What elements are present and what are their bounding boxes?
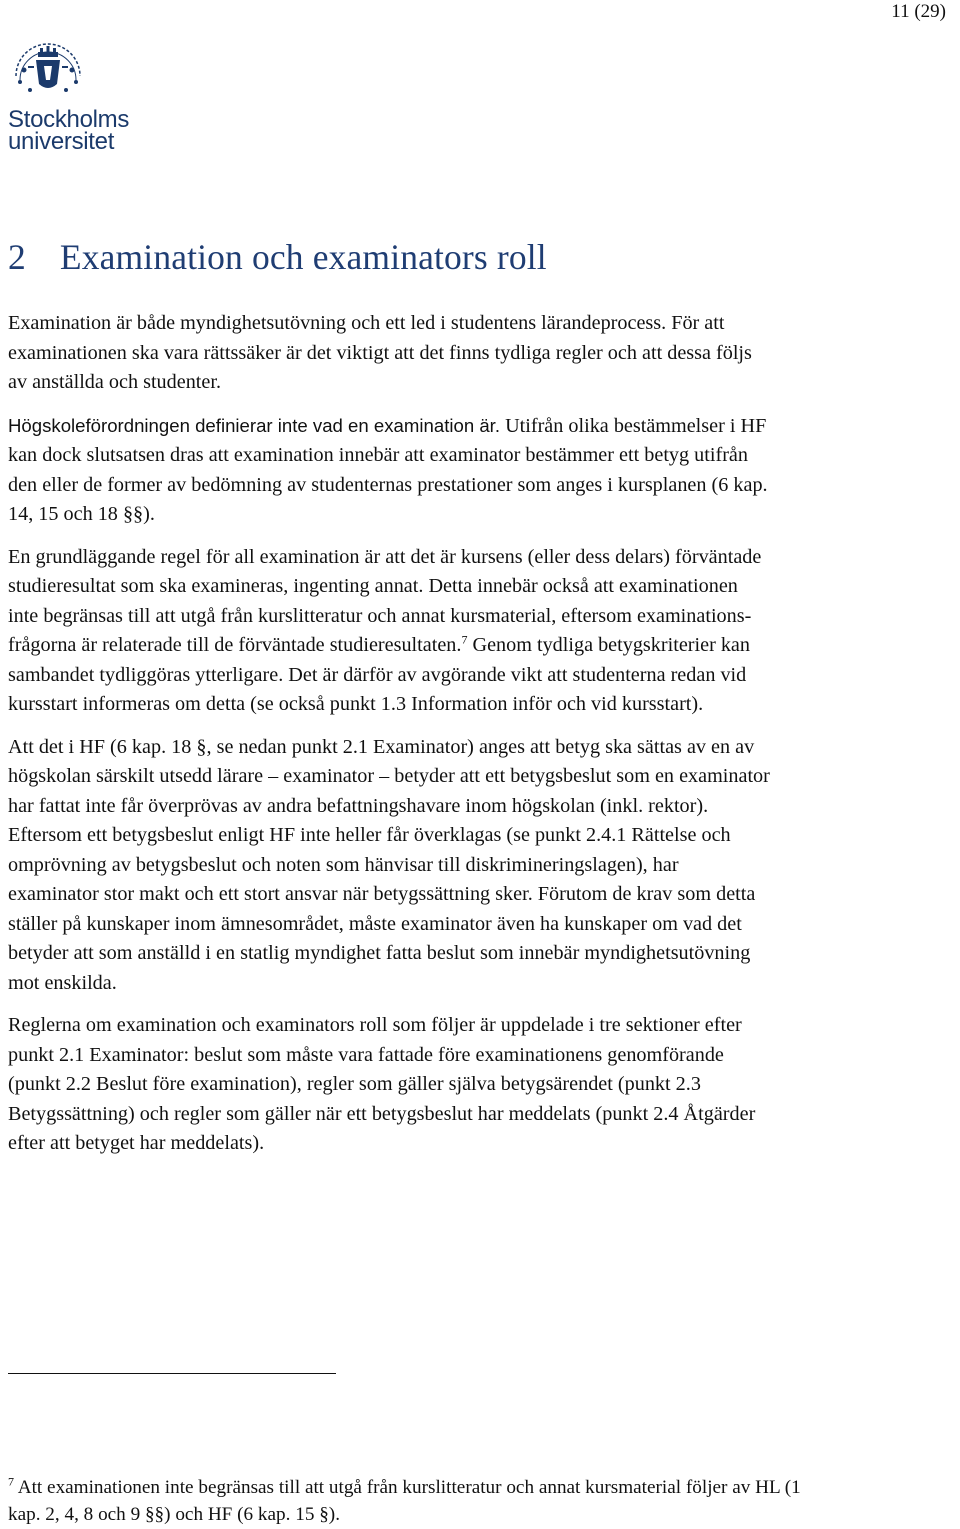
text-run: Utifrån olika bestämmelser i HF [500,414,767,437]
text-run: frågorna är relaterade till de förväntade studieresultaten. [8,634,462,656]
text-line: har fattat inte får överprövas av andra befattningshavare inom högskolan (inkl. rektor). [8,794,709,817]
text-run-sans: Högskoleförordningen definierar inte vad en examination är. [8,414,501,436]
text-line [8,411,958,442]
text-line [8,631,958,661]
text-line: studieresultat som ska examineras, ingenting annat. Detta innebär också att examinationen [8,575,738,597]
footnote-reference[interactable]: 7 [461,632,468,647]
page-number: 11 (29) [891,1,946,22]
paragraph-2 [8,411,958,530]
text-line: Betygssättning) och regler som gäller när ett betygsbeslut har meddelats (punkt 2.4 Åtgärder [8,1102,756,1125]
text-line: En grundläggande regel för all examination är att det är kursens (eller dess delars) förväntade [8,545,762,568]
text-line: kan dock slutsatsen dras att examination innebär att examinator bestämmer ett betyg utifrån [8,444,748,466]
text-line: sambandet tydliggöras ytterligare. Det är därför av avgörande vikt att studenterna redan vid [8,663,747,686]
text-line: examinationen ska vara rättssäker är det viktigt att det finns tydliga regler och att dessa följs [8,341,752,364]
section-number: 2 [8,237,26,277]
footnote-marker: 7 [8,1474,14,1489]
footnote-text: Att examinationen inte begränsas till att utgå från kurslitteratur och annat kursmaterial följer av HL (1 [14,1477,801,1498]
text-line: inte begränsas till att utgå från kurslitteratur och annat kursmaterial, eftersom examinations- [8,604,752,627]
paragraph-5 [8,1011,958,1159]
footnote-separator [8,1373,336,1374]
text-line: Examination är både myndighetsutövning och ett led i studentens lärandeprocess. För att [8,312,725,334]
footnote-line [8,1474,958,1501]
text-line: den eller de former av bedömning av studenternas prestationer som anges i kursplanen (6 kap. [8,473,768,496]
section-heading [8,236,547,278]
text-line: ställer på kunskaper inom ämnesområdet, måste examinator även ha kunskaper om vad det [8,912,742,935]
stockholms-universitet-logo [8,40,148,155]
text-line: Reglerna om examination och examinators roll som följer är uppdelade i tre sektioner efter [8,1014,742,1036]
text-line: betyder att som anställd i en statlig myndighet fatta beslut som innebär myndighetsutövning [8,942,751,964]
text-line: efter att betyget har meddelats). [8,1132,265,1154]
text-line: av anställda och studenter. [8,371,222,393]
paragraph-1 [8,309,958,398]
text-line: Att det i HF (6 kap. 18 §, se nedan punkt 2.1 Examinator) anges att betyg ska sättas av en av [8,735,755,758]
text-line: examinator stor makt och ett stort ansvar när betygssättning sker. Förutom de krav som detta [8,883,756,905]
text-line: punkt 2.1 Examinator: beslut som måste vara fattade före examinationens genomförande [8,1043,724,1066]
text-line: 14, 15 och 18 §§). [8,503,155,525]
logo-line-1: Stockholms [8,106,130,133]
university-seal-icon [8,40,88,110]
paragraph-3 [8,543,958,720]
text-line: omprövning av betygsbeslut och noten som hänvisar till diskrimineringslagen), har [8,853,679,876]
section-title: Examination och examinators roll [59,237,547,277]
logo-wordmark [8,106,130,155]
paragraph-4 [8,733,958,999]
text-run: Genom tydliga betygskriterier kan [467,634,750,656]
text-line: mot enskilda. [8,971,117,994]
logo-line-2: universitet [8,128,115,155]
text-line: kursstart informeras om detta (se också punkt 1.3 Information inför och vid kursstart). [8,693,704,715]
footnote [8,1474,958,1528]
text-line: (punkt 2.2 Beslut före examination), regler som gäller själva betygsärendet (punkt 2.3 [8,1073,701,1095]
text-line: högskolan särskilt utsedd lärare – examinator – betyder att ett betygsbeslut som en examinator [8,765,770,787]
footnote-line: kap. 2, 4, 8 och 9 §§) och HF (6 kap. 15 §). [8,1504,340,1525]
document-body [8,309,958,1172]
text-line: Eftersom ett betygsbeslut enligt HF inte heller får överklagas (se punkt 2.4.1 Rättelse och [8,824,731,846]
